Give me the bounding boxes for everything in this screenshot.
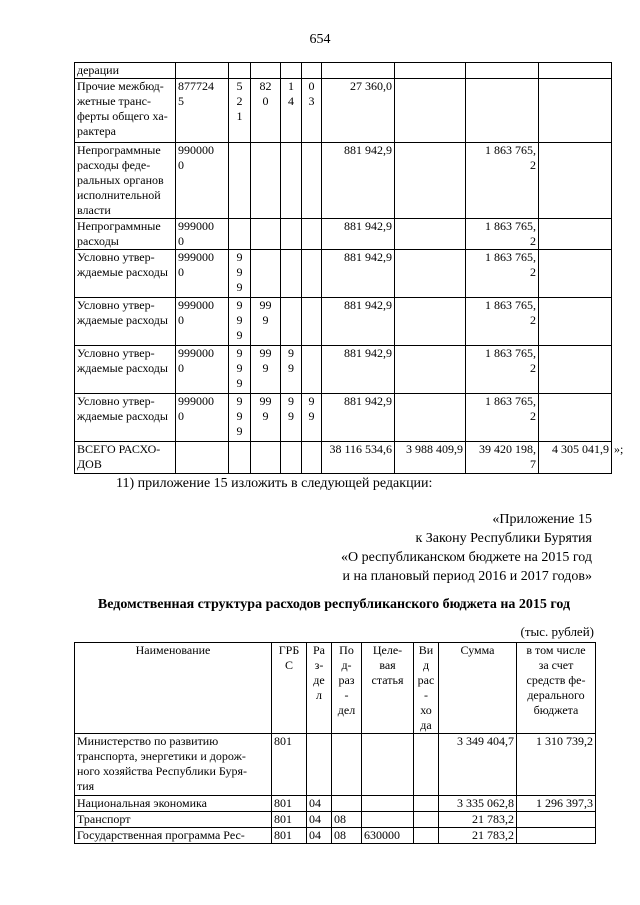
name-cell-line: дерации [77, 63, 120, 77]
code-cell-line: 999000 [178, 219, 214, 233]
section-cell [229, 346, 251, 394]
sum-2017-cell [466, 219, 539, 250]
item-11-text: 11) приложение 15 изложить в следующей редакции: [116, 476, 433, 491]
sum-2016-cell [322, 63, 395, 79]
fed-cell [517, 812, 596, 828]
sum-2017-cell-line: 2 [530, 265, 536, 279]
appendix-line: и на плановый период 2016 и 2017 годов» [342, 569, 592, 584]
code-cell-line: 999000 [178, 394, 214, 408]
section-cell-line: 9 [236, 409, 243, 423]
sum-2017-cell [466, 394, 539, 442]
fed-cell-line: 1 296 397,3 [536, 796, 593, 810]
type-cell-line: 0 [308, 79, 315, 93]
code-cell-line: 999000 [178, 250, 214, 264]
sum-2017-cell-line: 7 [530, 457, 536, 471]
grbs-cell [272, 734, 307, 796]
column-header [517, 643, 596, 734]
section-cell-line: 9 [236, 265, 243, 279]
sum-2016-cell-line: 881 942,9 [344, 346, 392, 360]
type-cell [414, 812, 439, 828]
name-cell-line: расходы [77, 234, 119, 248]
sum-2016-cell-line: 27 360,0 [350, 79, 392, 93]
sum-cell [439, 734, 517, 796]
sum-cell-line: 3 335 062,8 [457, 796, 514, 810]
subsection-cell-line: 99 [259, 394, 272, 408]
sum-2016-cell [322, 219, 395, 250]
code-cell [176, 394, 229, 442]
type-cell [302, 250, 322, 298]
column-header-line: средств фе- [526, 673, 586, 687]
sum-2016-cell [322, 394, 395, 442]
fed-2017-cell-line: 4 305 041,9 [552, 442, 609, 456]
name-cell-line: ждаемые расходы [77, 265, 168, 279]
name-cell-line: Министерство по развитию [77, 734, 219, 748]
fed-2016-cell [395, 394, 466, 442]
name-cell [75, 298, 176, 346]
article-cell [362, 734, 414, 796]
sum-2016-cell-line: 881 942,9 [344, 394, 392, 408]
table-closing-mark: »; [614, 442, 624, 456]
type-cell [302, 442, 322, 474]
fed-cell [517, 828, 596, 844]
table-row [75, 442, 612, 474]
departmental-structure-table [74, 642, 596, 844]
name-cell-line: рактера [77, 124, 116, 138]
article-cell-line: 9 [288, 361, 294, 375]
table-row [75, 143, 612, 219]
column-header-line: По [339, 643, 354, 657]
sum-2017-cell-line: 2 [530, 409, 536, 423]
section-cell [229, 394, 251, 442]
name-cell-line: тия [77, 779, 95, 793]
name-cell-line: Государственная программа Рес- [77, 828, 245, 842]
subsection-cell [332, 796, 362, 812]
article-cell [281, 219, 302, 250]
type-cell-line: 9 [308, 394, 315, 408]
sum-2017-cell-line: 39 420 198, [479, 442, 536, 456]
table-row [75, 219, 612, 250]
name-cell-line: исполнительной [77, 188, 161, 202]
subsection-cell-line: 08 [334, 828, 346, 842]
sum-2016-cell-line: 881 942,9 [344, 250, 392, 264]
table-row [75, 346, 612, 394]
sum-2016-cell [322, 298, 395, 346]
code-cell-line: 990000 [178, 143, 214, 157]
column-header [307, 643, 332, 734]
fed-2016-cell [395, 79, 466, 143]
section-cell [229, 63, 251, 79]
sum-2017-cell-line: 1 863 765, [485, 346, 536, 360]
table-row [75, 79, 612, 143]
column-header-line: д- [341, 658, 352, 672]
fed-2017-cell [539, 346, 612, 394]
sum-cell [439, 796, 517, 812]
name-cell-line: ного хозяйства Республики Буря- [77, 764, 247, 778]
article-cell [281, 143, 302, 219]
sum-2017-cell-line: 2 [530, 361, 536, 375]
sum-2017-cell-line: 1 863 765, [485, 298, 536, 312]
grbs-cell [272, 796, 307, 812]
type-cell [302, 219, 322, 250]
code-cell-line: 0 [178, 234, 184, 248]
code-cell-line: 5 [178, 94, 184, 108]
subsection-cell [251, 298, 281, 346]
sum-cell [439, 812, 517, 828]
table-row [75, 298, 612, 346]
subsection-cell [251, 394, 281, 442]
name-cell-line: Непрограммные [77, 143, 161, 157]
name-cell [75, 828, 272, 844]
column-header-line: Наименование [135, 643, 211, 657]
sum-2016-cell [322, 346, 395, 394]
column-header-line: статья [371, 673, 404, 687]
article-cell [281, 250, 302, 298]
sum-2016-cell [322, 79, 395, 143]
column-header-line: дерального [527, 688, 585, 702]
column-header [362, 643, 414, 734]
article-cell [281, 79, 302, 143]
sum-2016-cell-line: 881 942,9 [344, 219, 392, 233]
name-cell-line: ждаемые расходы [77, 361, 168, 375]
section-cell [307, 796, 332, 812]
sum-cell [439, 828, 517, 844]
fed-2017-cell [539, 250, 612, 298]
subsection-cell [251, 79, 281, 143]
fed-2016-cell [395, 250, 466, 298]
table-row [75, 394, 612, 442]
sum-2016-cell [322, 442, 395, 474]
subsection-cell [251, 219, 281, 250]
fed-2017-cell [539, 219, 612, 250]
column-header-line: за счет [538, 658, 574, 672]
code-cell-line: 0 [178, 265, 184, 279]
article-cell-line: 9 [288, 346, 294, 360]
name-cell [75, 79, 176, 143]
sum-2016-cell [322, 250, 395, 298]
subsection-cell [251, 442, 281, 474]
fed-2016-cell [395, 442, 466, 474]
name-cell [75, 346, 176, 394]
fed-2016-cell [395, 298, 466, 346]
sum-2017-cell-line: 1 863 765, [485, 250, 536, 264]
type-cell [414, 828, 439, 844]
column-header-line: вая [379, 658, 396, 672]
name-cell-line: ВСЕГО РАСХО- [77, 442, 161, 456]
column-header-line: в том числе [526, 643, 586, 657]
sum-2017-cell-line: 1 863 765, [485, 394, 536, 408]
type-cell [302, 79, 322, 143]
section-cell-line: 9 [236, 376, 243, 390]
column-header-line: - [424, 688, 428, 702]
article-cell-line: 4 [288, 94, 294, 108]
code-cell [176, 442, 229, 474]
subsection-cell-line: 9 [262, 313, 269, 327]
column-header [272, 643, 307, 734]
section-cell-line: 1 [236, 109, 243, 123]
column-header [439, 643, 517, 734]
sum-2017-cell [466, 442, 539, 474]
sum-2016-cell-line: 881 942,9 [344, 298, 392, 312]
table-row [75, 734, 596, 796]
column-header-line: С [284, 658, 293, 672]
fed-cell [517, 796, 596, 812]
article-cell [281, 63, 302, 79]
section-cell [307, 812, 332, 828]
code-cell-line: 0 [178, 361, 184, 375]
name-cell-line: ферты общего ха- [77, 109, 168, 123]
table-row [75, 796, 596, 812]
article-cell [362, 828, 414, 844]
section-cell [229, 219, 251, 250]
sum-2017-cell [466, 250, 539, 298]
sum-cell-line: 3 349 404,7 [457, 734, 514, 748]
subsection-cell [251, 346, 281, 394]
section-cell-line: 04 [309, 812, 321, 826]
column-header-line: дел [337, 703, 356, 717]
name-cell-line: транспорта, энергетики и дорож- [77, 749, 246, 763]
code-cell [176, 298, 229, 346]
header-row [75, 643, 596, 734]
subsection-cell-line: 0 [262, 94, 269, 108]
grbs-cell-line: 801 [274, 812, 292, 826]
name-cell-line: Условно утвер- [77, 298, 155, 312]
code-cell [176, 346, 229, 394]
fed-cell-line: 1 310 739,2 [536, 734, 593, 748]
section-cell-line: 5 [236, 79, 243, 93]
table-row [75, 812, 596, 828]
grbs-cell [272, 812, 307, 828]
type-cell [414, 796, 439, 812]
subsection-cell [332, 734, 362, 796]
section-heading: Ведомственная структура расходов республиканского бюджета на 2015 год [97, 597, 571, 612]
section-cell-line: 04 [309, 828, 321, 842]
type-cell [302, 394, 322, 442]
sum-2017-cell-line: 2 [530, 158, 536, 172]
sum-2017-cell [466, 79, 539, 143]
code-cell [176, 250, 229, 298]
code-cell-line: 0 [178, 158, 184, 172]
fed-2017-cell [539, 394, 612, 442]
name-cell [75, 219, 176, 250]
fed-2016-cell [395, 143, 466, 219]
grbs-cell [272, 828, 307, 844]
column-header-line: де [313, 673, 325, 687]
type-cell [302, 346, 322, 394]
column-header-line: ГРБ [278, 643, 300, 657]
sum-2017-cell-line: 1 863 765, [485, 143, 536, 157]
name-cell [75, 63, 176, 79]
subsection-cell-line: 82 [259, 79, 272, 93]
article-cell [281, 346, 302, 394]
name-cell [75, 442, 176, 474]
subsection-cell [332, 812, 362, 828]
type-cell [302, 298, 322, 346]
column-header-line: Ра [313, 643, 325, 657]
section-cell-line: 9 [236, 394, 243, 408]
sum-2016-cell [322, 143, 395, 219]
fed-2017-cell [539, 442, 612, 474]
article-cell-line: 9 [288, 394, 294, 408]
name-cell-line: ральных органов [77, 173, 164, 187]
column-header-line: рас [417, 673, 435, 687]
grbs-cell-line: 801 [274, 734, 292, 748]
column-header-line: з- [314, 658, 324, 672]
column-header-line: д [422, 658, 430, 672]
column-header-line: бюджета [533, 703, 579, 717]
grbs-cell-line: 801 [274, 796, 292, 810]
appendix-line: к Закону Республики Бурятия [415, 531, 592, 546]
section-cell [229, 143, 251, 219]
subsection-cell-line: 9 [262, 361, 269, 375]
sum-2017-cell [466, 298, 539, 346]
code-cell-line: 877724 [178, 79, 214, 93]
units-label: (тыс. рублей) [520, 624, 594, 639]
section-cell-line: 9 [236, 328, 243, 342]
column-header [414, 643, 439, 734]
name-cell [75, 250, 176, 298]
fed-cell [517, 734, 596, 796]
name-cell [75, 143, 176, 219]
type-cell [302, 63, 322, 79]
name-cell [75, 394, 176, 442]
name-cell-line: ждаемые расходы [77, 409, 168, 423]
sum-2016-cell-line: 38 116 534,6 [329, 442, 392, 456]
fed-2017-cell [539, 143, 612, 219]
section-cell [229, 442, 251, 474]
sum-2017-cell [466, 346, 539, 394]
type-cell-line: 3 [308, 94, 315, 108]
fed-2016-cell [395, 219, 466, 250]
subsection-cell-line: 99 [259, 346, 272, 360]
table-row [75, 828, 596, 844]
column-header-line: л [316, 688, 322, 702]
fed-2016-cell [395, 346, 466, 394]
column-header-line: Ви [418, 643, 434, 657]
name-cell-line: ждаемые расходы [77, 313, 168, 327]
subsection-cell-line: 99 [259, 298, 272, 312]
name-cell [75, 812, 272, 828]
sum-2017-cell-line: 1 863 765, [485, 219, 536, 233]
article-cell [362, 812, 414, 828]
code-cell [176, 143, 229, 219]
name-cell-line: Условно утвер- [77, 250, 155, 264]
article-cell [281, 442, 302, 474]
section-cell-line: 04 [309, 796, 321, 810]
sum-cell-line: 21 783,2 [472, 828, 514, 842]
fed-2016-cell [395, 63, 466, 79]
article-cell-line: 630000 [364, 828, 400, 842]
section-cell-line: 9 [236, 346, 243, 360]
name-cell-line: власти [77, 203, 111, 217]
name-cell-line: расходы феде- [77, 158, 151, 172]
budget-table-continued [74, 62, 612, 474]
section-cell-line: 9 [236, 313, 243, 327]
subsection-cell-line: 08 [334, 812, 346, 826]
appendix-line: «О республиканском бюджете на 2015 год [341, 550, 592, 565]
sum-2017-cell-line: 2 [530, 313, 536, 327]
article-cell-line: 9 [288, 409, 294, 423]
grbs-cell-line: 801 [274, 828, 292, 842]
code-cell-line: 0 [178, 313, 184, 327]
fed-2017-cell [539, 63, 612, 79]
section-cell-line: 9 [236, 424, 243, 438]
name-cell-line: ДОВ [77, 457, 102, 471]
appendix-title-block [341, 510, 592, 586]
name-cell-line: Условно утвер- [77, 394, 155, 408]
name-cell [75, 734, 272, 796]
article-cell-line: 1 [288, 79, 294, 93]
type-cell-line: 9 [308, 409, 315, 423]
type-cell [414, 734, 439, 796]
name-cell-line: Непрограммные [77, 219, 161, 233]
name-cell-line: Транспорт [77, 812, 131, 826]
sum-cell-line: 21 783,2 [472, 812, 514, 826]
section-cell-line: 9 [236, 280, 243, 294]
name-cell-line: Национальная экономика [77, 796, 207, 810]
sum-2017-cell [466, 143, 539, 219]
section-cell [307, 734, 332, 796]
name-cell-line: Условно утвер- [77, 346, 155, 360]
sum-2017-cell-line: 2 [530, 234, 536, 248]
section-cell-line: 9 [236, 250, 243, 264]
fed-2017-cell [539, 79, 612, 143]
table-row [75, 63, 612, 79]
code-cell-line: 999000 [178, 346, 214, 360]
section-cell [307, 828, 332, 844]
article-cell [281, 298, 302, 346]
column-header [75, 643, 272, 734]
sum-2017-cell [466, 63, 539, 79]
fed-2016-cell-line: 3 988 409,9 [406, 442, 463, 456]
article-cell [362, 796, 414, 812]
column-header [332, 643, 362, 734]
section-cell-line: 9 [236, 361, 243, 375]
code-cell-line: 999000 [178, 298, 214, 312]
code-cell-line: 0 [178, 409, 184, 423]
subsection-cell-line: 9 [262, 409, 269, 423]
section-cell-line: 9 [236, 298, 243, 312]
column-header-line: Сумма [460, 643, 495, 657]
page-number: 654 [309, 32, 331, 47]
section-cell-line: 2 [236, 94, 243, 108]
subsection-cell [251, 63, 281, 79]
table-row [75, 250, 612, 298]
appendix-line: «Приложение 15 [492, 512, 592, 527]
article-cell [281, 394, 302, 442]
name-cell-line: жетные транс- [77, 94, 151, 108]
subsection-cell [332, 828, 362, 844]
section-cell [229, 79, 251, 143]
type-cell [302, 143, 322, 219]
column-header-line: Целе- [372, 643, 403, 657]
code-cell [176, 79, 229, 143]
subsection-cell [251, 250, 281, 298]
column-header-line: - [344, 688, 349, 702]
code-cell [176, 63, 229, 79]
section-cell [229, 298, 251, 346]
name-cell [75, 796, 272, 812]
section-cell [229, 250, 251, 298]
column-header-line: хо [420, 703, 432, 717]
sum-2016-cell-line: 881 942,9 [344, 143, 392, 157]
column-header-line: раз [338, 673, 355, 687]
name-cell-line: Прочие межбюд- [77, 79, 164, 93]
code-cell [176, 219, 229, 250]
subsection-cell [251, 143, 281, 219]
fed-2017-cell [539, 298, 612, 346]
column-header-line: да [420, 718, 432, 732]
